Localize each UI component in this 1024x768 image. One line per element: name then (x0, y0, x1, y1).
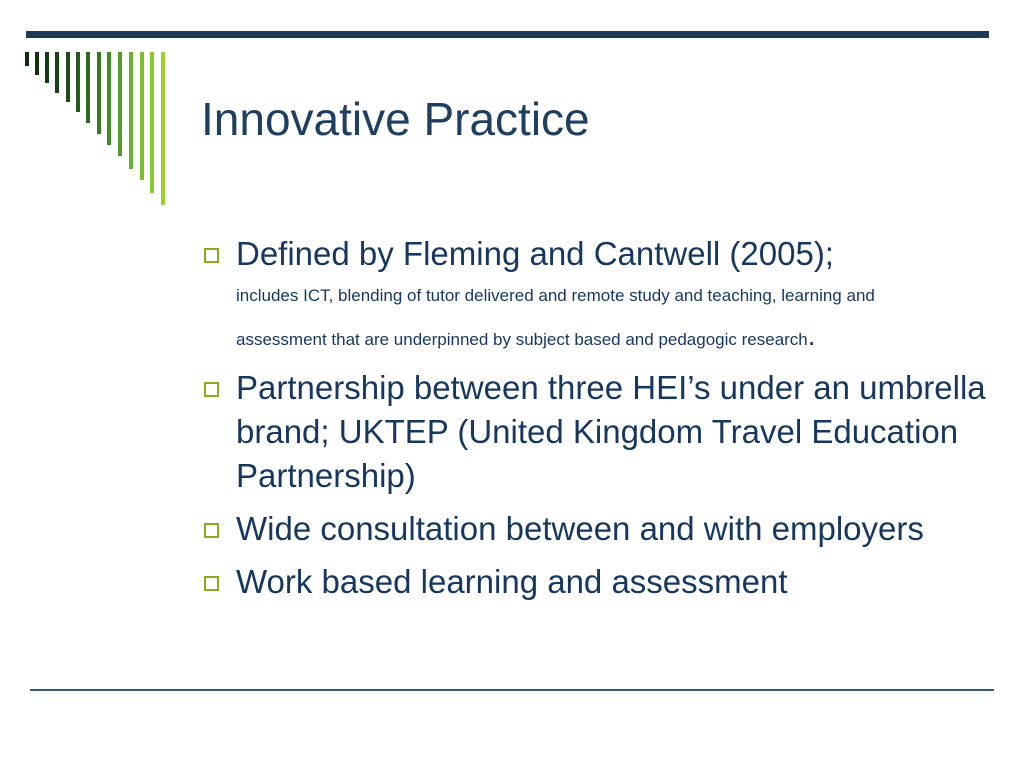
bullet-text: Work based learning and assessment (236, 563, 788, 600)
stripe (118, 52, 122, 156)
stripe (129, 52, 133, 169)
stripe (66, 52, 70, 102)
stripe (25, 52, 29, 66)
stripe (140, 52, 144, 180)
bullet-subtext-period: . (807, 320, 816, 351)
square-bullet-icon (204, 576, 219, 591)
bullet-text: Partnership between three HEI’s under an umbrella brand; UKTEP (United Kingdom Travel Education Partnership) (236, 369, 986, 494)
square-bullet-icon (204, 382, 219, 397)
slide-title: Innovative Practice (201, 93, 590, 145)
bullet-subtext (236, 276, 956, 360)
stripe (107, 52, 111, 145)
stripe (45, 52, 49, 83)
stripe (35, 52, 39, 75)
decorative-stripes (0, 0, 180, 210)
bottom-rule (30, 689, 994, 691)
stripe (150, 52, 154, 193)
stripe (76, 52, 80, 112)
bullet-text: Wide consultation between and with employers (236, 510, 924, 547)
bullet-list (196, 232, 996, 604)
square-bullet-icon (204, 248, 219, 263)
bullet-item (196, 232, 996, 360)
stripe (97, 52, 101, 134)
bullet-text: Defined by Fleming and Cantwell (2005); (236, 235, 834, 272)
bullet-item (196, 560, 996, 604)
bullet-item (196, 366, 996, 498)
square-bullet-icon (204, 523, 219, 538)
stripe (86, 52, 90, 123)
bullet-item (196, 507, 996, 551)
stripe (161, 52, 165, 205)
stripe (55, 52, 59, 93)
bullet-subtext-body: includes ICT, blending of tutor delivered and remote study and teaching, learning and assessment that are underpinned by subject based and pedagogic research (236, 286, 875, 349)
